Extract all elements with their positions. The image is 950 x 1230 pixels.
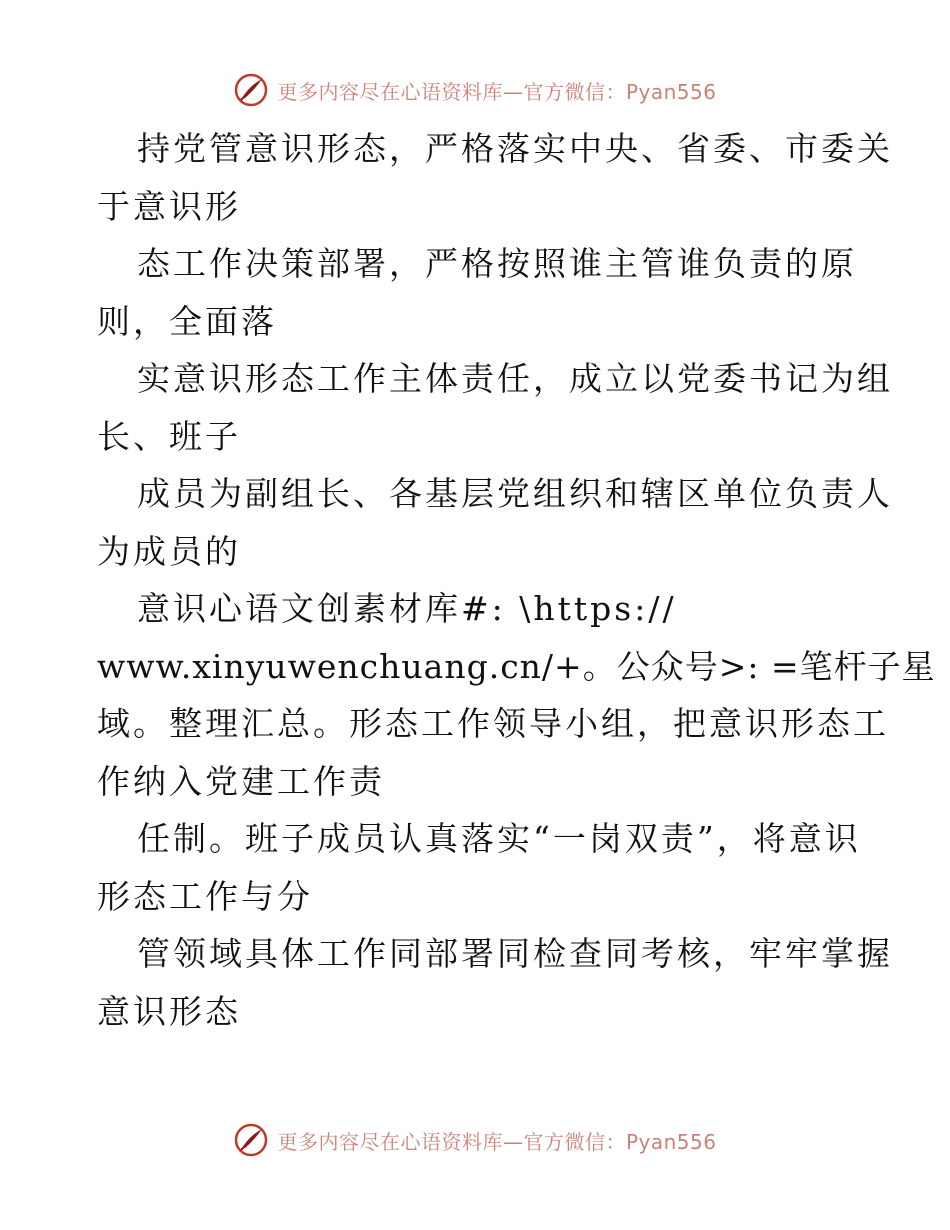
quill-logo-icon bbox=[233, 72, 269, 108]
text-line: 长、班子 bbox=[97, 416, 241, 456]
text-line: 态工作决策部署，严格按照谁主管谁负责的原 bbox=[137, 244, 857, 283]
text-line: 作纳入党建工作责 bbox=[97, 761, 385, 801]
text-line: 实意识形态工作主体责任，成立以党委书记为组 bbox=[137, 359, 893, 398]
text-line: 持党管意识形态，严格落实中央、省委、市委关 bbox=[137, 129, 893, 168]
watermark-text: 更多内容尽在心语资料库—官方微信：Pyan556 bbox=[277, 1129, 717, 1154]
text-line: 成员为副组长、各基层党组织和辖区单位负责人 bbox=[137, 474, 893, 513]
document-body bbox=[97, 120, 936, 1040]
text-line: 形态工作与分 bbox=[97, 876, 313, 916]
header-watermark bbox=[0, 70, 950, 110]
text-line: 任制。班子成员认真落实“一岗双责”，将意识 bbox=[137, 819, 861, 858]
text-line: 域。整理汇总。形态工作领导小组，把意识形态工 bbox=[97, 704, 889, 743]
quill-logo-icon bbox=[233, 1122, 269, 1158]
watermark-text: 更多内容尽在心语资料库—官方微信：Pyan556 bbox=[277, 79, 717, 104]
text-line: 则，全面落 bbox=[97, 301, 277, 341]
text-line: 为成员的 bbox=[97, 531, 241, 571]
text-line: 意识形态 bbox=[97, 991, 241, 1031]
text-line: 于意识形 bbox=[97, 186, 241, 226]
text-line: www.xinyuwenchuang.cn/+。公众号>: =笔杆子星 bbox=[97, 646, 936, 686]
footer-watermark bbox=[0, 1120, 950, 1160]
text-line: 管领域具体工作同部署同检查同考核，牢牢掌握 bbox=[137, 934, 893, 973]
text-line: 意识心语文创素材库#: \https:// bbox=[137, 589, 677, 628]
